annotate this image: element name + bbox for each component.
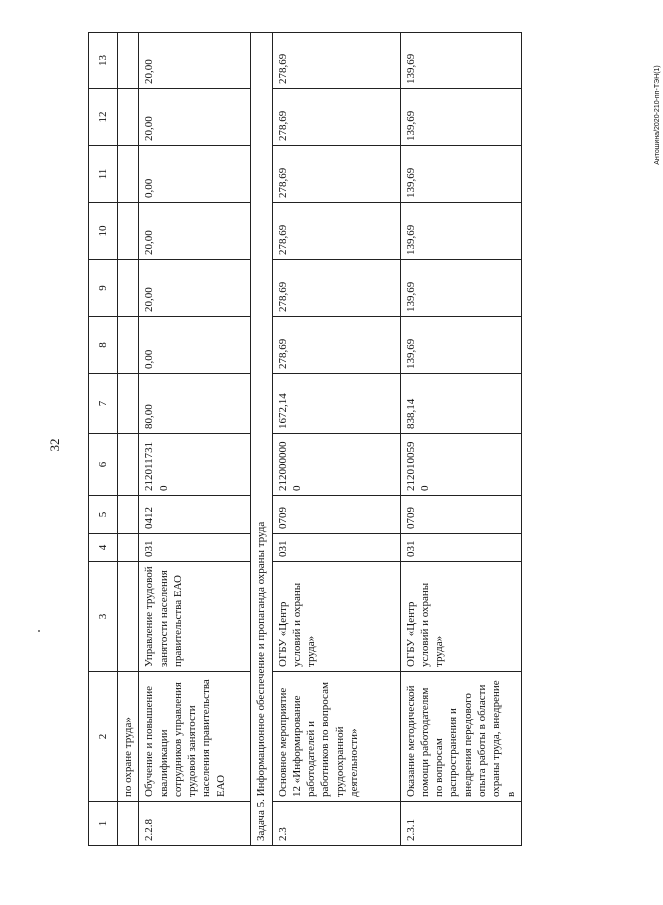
table-cell	[118, 534, 139, 562]
continuation-text: по охране труда»	[118, 672, 139, 802]
table-cell: 80,00	[139, 374, 251, 434]
table-cell: 278,69	[272, 203, 400, 260]
table-cell	[118, 203, 139, 260]
table-cell: 20,00	[139, 33, 251, 89]
table-cell: 2.3.1	[400, 802, 521, 846]
table-cell: 278,69	[272, 317, 400, 374]
program-table	[88, 32, 522, 846]
table-cell: Обучение и повышение квалификации сотрудников управления трудовой занятости населения правительства ЕАО	[139, 672, 251, 802]
table-cell: 0709	[272, 496, 400, 534]
scan-speck	[38, 630, 40, 632]
table-cell: 031	[400, 534, 521, 562]
table-cell: 0,00	[139, 146, 251, 203]
table-cell: 031	[139, 534, 251, 562]
table-row	[400, 33, 521, 846]
col-header: 13	[89, 33, 118, 89]
table-cell: 139,69	[400, 89, 521, 146]
col-header: 4	[89, 534, 118, 562]
table-cell: 2120117310	[139, 434, 251, 496]
table-cell: Управление трудовой занятости населения правительства ЕАО	[139, 562, 251, 672]
col-header: 11	[89, 146, 118, 203]
table-cell: 139,69	[400, 33, 521, 89]
task-row	[251, 33, 272, 846]
table-cell	[118, 317, 139, 374]
table-cell: ОГБУ «Центр условий и охраны труда»	[272, 562, 400, 672]
table-cell: 0709	[400, 496, 521, 534]
table-cell: 2120100590	[400, 434, 521, 496]
table-cell: 278,69	[272, 33, 400, 89]
document-code: Антошина/2020-210-пп-ТЭН(1)	[654, 65, 661, 165]
table-cell: 139,69	[400, 203, 521, 260]
task-title: Задача 5. Информационное обеспечение и пропаганда охраны труда	[251, 33, 272, 846]
rotated-table-container	[88, 33, 518, 846]
col-header: 3	[89, 562, 118, 672]
table-cell	[118, 33, 139, 89]
table-cell: 20,00	[139, 203, 251, 260]
table-cell: 139,69	[400, 317, 521, 374]
table-cell: 20,00	[139, 260, 251, 317]
table-cell	[118, 434, 139, 496]
continuation-row	[118, 33, 139, 846]
page-number: 32	[47, 438, 62, 452]
col-header: 2	[89, 672, 118, 802]
table-cell: 031	[272, 534, 400, 562]
table-cell: 2.2.8	[139, 802, 251, 846]
table-cell: Оказание методической помощи работодателям по вопросам распространения и внедрения передового опыта работы в области охраны труда, внедрение в	[400, 672, 521, 802]
table-cell	[118, 562, 139, 672]
col-header: 1	[89, 802, 118, 846]
table-cell	[118, 496, 139, 534]
table-cell: Основное мероприятие 12 «Информирование работодателей и работников по вопросам трудоохранной деятельности»	[272, 672, 400, 802]
col-header: 5	[89, 496, 118, 534]
table-cell: 0412	[139, 496, 251, 534]
table-cell	[118, 146, 139, 203]
table-cell: 139,69	[400, 260, 521, 317]
col-header: 6	[89, 434, 118, 496]
col-header: 8	[89, 317, 118, 374]
table-cell: ОГБУ «Центр условий и охраны труда»	[400, 562, 521, 672]
table-cell: 278,69	[272, 89, 400, 146]
table-cell: 838,14	[400, 374, 521, 434]
table-cell: 278,69	[272, 146, 400, 203]
table-cell: 1672,14	[272, 374, 400, 434]
table-cell	[118, 802, 139, 846]
table-cell: 0,00	[139, 317, 251, 374]
col-header: 9	[89, 260, 118, 317]
table-cell	[118, 374, 139, 434]
table-cell: 20,00	[139, 89, 251, 146]
table-row	[139, 33, 251, 846]
table-cell	[118, 89, 139, 146]
header-row	[89, 33, 118, 846]
table-row	[272, 33, 400, 846]
table-cell: 2120000000	[272, 434, 400, 496]
table-cell: 139,69	[400, 146, 521, 203]
col-header: 10	[89, 203, 118, 260]
col-header: 7	[89, 374, 118, 434]
table-cell: 278,69	[272, 260, 400, 317]
table-cell: 2.3	[272, 802, 400, 846]
table-cell	[118, 260, 139, 317]
col-header: 12	[89, 89, 118, 146]
